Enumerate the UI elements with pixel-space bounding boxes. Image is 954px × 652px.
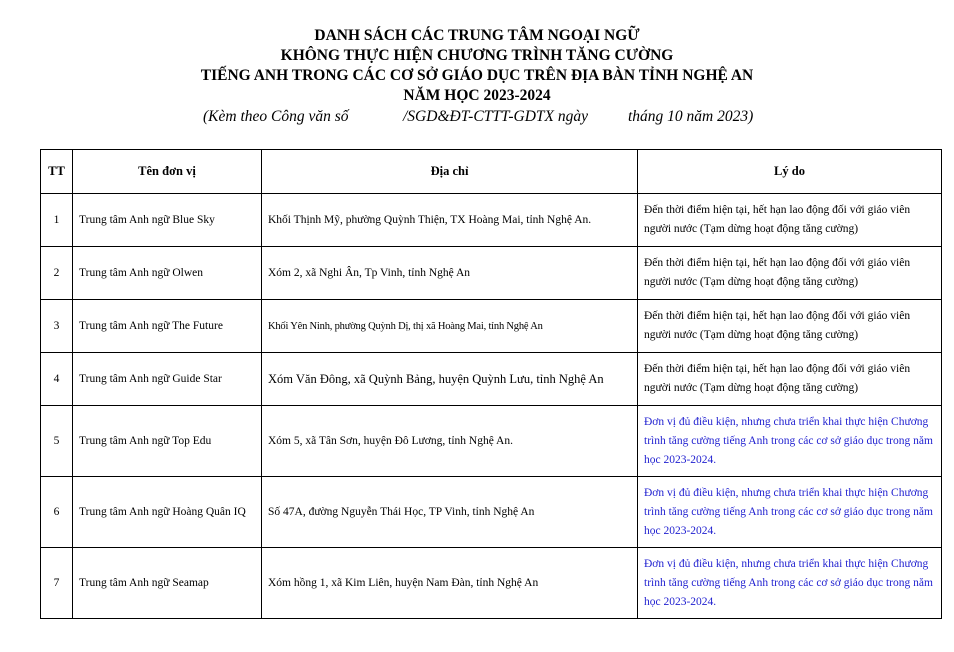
column-header-tt: TT <box>41 150 73 194</box>
center-name: Trung tâm Anh ngữ Top Edu <box>73 406 262 477</box>
table-row <box>41 406 942 477</box>
center-name: Trung tâm Anh ngữ Hoàng Quân IQ <box>73 477 262 548</box>
title-line-2: KHÔNG THỰC HIỆN CHƯƠNG TRÌNH TĂNG CƯỜNG <box>280 47 674 64</box>
row-number: 1 <box>41 194 73 247</box>
row-number: 2 <box>41 247 73 300</box>
center-address: Xóm 2, xã Nghi Ân, Tp Vinh, tỉnh Nghệ An <box>262 247 638 300</box>
table-row <box>41 300 942 353</box>
center-name: Trung tâm Anh ngữ Seamap <box>73 548 262 619</box>
center-reason: Đơn vị đủ điều kiện, nhưng chưa triển khai thực hiện Chương trình tăng cường tiếng Anh trong các cơ sở giáo dục trong năm học 2023-2024. <box>638 548 942 619</box>
row-number: 3 <box>41 300 73 353</box>
title-line-3: TIẾNG ANH TRONG CÁC CƠ SỞ GIÁO DỤC TRÊN ĐỊA BÀN TỈNH NGHỆ AN <box>200 67 754 84</box>
row-number: 5 <box>41 406 73 477</box>
center-address: Khối Yên Ninh, phường Quỳnh Dị, thị xã Hoàng Mai, tỉnh Nghệ An <box>262 300 638 353</box>
column-header-address: Địa chỉ <box>262 150 638 194</box>
title-line-4: NĂM HỌC 2023-2024 <box>403 87 551 104</box>
center-address: Xóm hồng 1, xã Kim Liên, huyện Nam Đàn, tỉnh Nghệ An <box>262 548 638 619</box>
center-reason: Đến thời điểm hiện tại, hết hạn lao động đối với giáo viên người nước (Tạm dừng hoạt động tăng cường) <box>638 194 942 247</box>
column-header-reason: Lý do <box>638 150 942 194</box>
center-name: Trung tâm Anh ngữ Blue Sky <box>73 194 262 247</box>
row-number: 7 <box>41 548 73 619</box>
document-title <box>0 26 954 106</box>
center-reason: Đến thời điểm hiện tại, hết hạn lao động đối với giáo viên người nước (Tạm dừng hoạt động tăng cường) <box>638 247 942 300</box>
center-reason: Đơn vị đủ điều kiện, nhưng chưa triển khai thực hiện Chương trình tăng cường tiếng Anh trong các cơ sở giáo dục trong năm học 2023-2024. <box>638 477 942 548</box>
row-number: 4 <box>41 353 73 406</box>
table-row <box>41 353 942 406</box>
title-line-1: DANH SÁCH CÁC TRUNG TÂM NGOẠI NGỮ <box>314 27 640 44</box>
column-header-name: Tên đơn vị <box>73 150 262 194</box>
table-header-row <box>41 150 942 194</box>
table-row <box>41 247 942 300</box>
center-name: Trung tâm Anh ngữ Guide Star <box>73 353 262 406</box>
center-name: Trung tâm Anh ngữ Olwen <box>73 247 262 300</box>
subtitle-part-3: tháng 10 năm 2023) <box>628 108 754 125</box>
row-number: 6 <box>41 477 73 548</box>
center-reason: Đơn vị đủ điều kiện, nhưng chưa triển khai thực hiện Chương trình tăng cường tiếng Anh trong các cơ sở giáo dục trong năm học 2023-2024. <box>638 406 942 477</box>
center-name: Trung tâm Anh ngữ The Future <box>73 300 262 353</box>
table-row <box>41 194 942 247</box>
center-reason: Đến thời điểm hiện tại, hết hạn lao động đối với giáo viên người nước (Tạm dừng hoạt động tăng cường) <box>638 300 942 353</box>
table-row <box>41 477 942 548</box>
subtitle-part-1: (Kèm theo Công văn số <box>203 108 349 125</box>
centers-table <box>40 149 942 619</box>
center-address: Xóm Văn Đông, xã Quỳnh Bảng, huyện Quỳnh Lưu, tỉnh Nghệ An <box>262 353 638 406</box>
center-address: Khối Thịnh Mỹ, phường Quỳnh Thiện, TX Hoàng Mai, tỉnh Nghệ An. <box>262 194 638 247</box>
subtitle-part-2: /SGD&ĐT-CTTT-GDTX ngày <box>403 108 589 125</box>
table-row <box>41 548 942 619</box>
center-address: Số 47A, đường Nguyễn Thái Học, TP Vinh, tỉnh Nghệ An <box>262 477 638 548</box>
center-reason: Đến thời điểm hiện tại, hết hạn lao động đối với giáo viên người nước (Tạm dừng hoạt động tăng cường) <box>638 353 942 406</box>
center-address: Xóm 5, xã Tân Sơn, huyện Đô Lương, tỉnh Nghệ An. <box>262 406 638 477</box>
